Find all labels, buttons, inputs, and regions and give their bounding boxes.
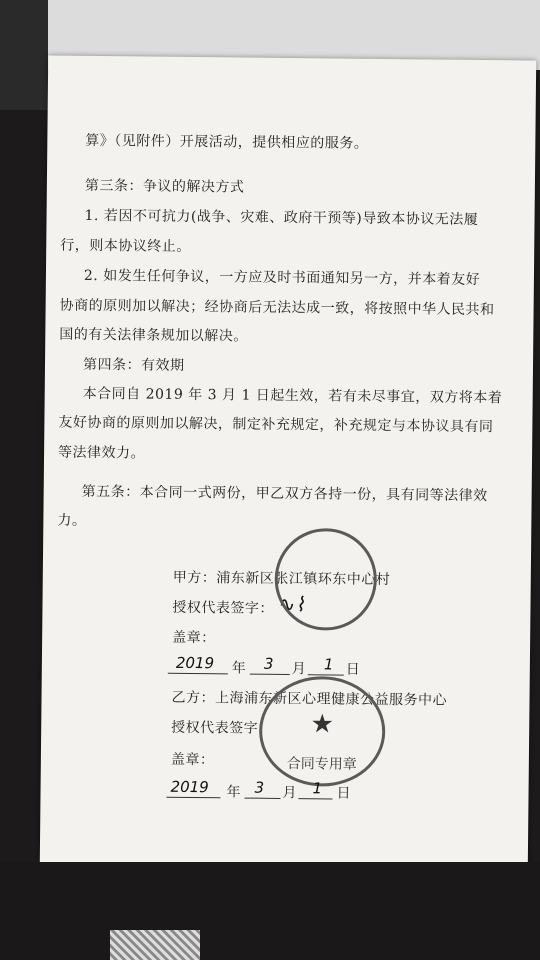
text-line: 行，则本协议终止。 [60,237,191,255]
article-4-title: 第四条：有效期 [82,356,185,374]
party-a-name: 甲方：浦东新区张江镇环东中心村 [172,569,391,589]
text-line: 本合同自 2019 年 3 月 1 日起生效，若有未尽事宜，双方将本着 [82,385,503,407]
party-a-seal-label: 盖章： [172,629,216,647]
paper-edge [110,930,200,960]
underline [168,673,228,675]
party-b-date-month: 3 [254,778,265,797]
text-line: 1. 若因不可抗力(战争、灾难、政府干预等)导致本协议无法履 [84,207,479,228]
article-3-title: 第三条：争议的解决方式 [84,177,245,196]
party-b-day-unit: 日 [336,785,352,802]
party-a-month-unit: 月 [291,661,307,678]
article-5-text: 第五条：本合同一式两份，甲乙双方各持一份，具有同等法律效 [81,483,488,505]
party-a-seal [274,528,377,631]
party-a-rep-label: 授权代表签字： [172,599,275,617]
text-line: 等法律效力。 [58,444,146,462]
party-a-date-day: 1 [323,655,334,674]
text-line: 2. 如发生任何争议，一方应及时书面通知另一方，并本着友好 [83,267,481,289]
party-b-seal-label: 盖章： [170,751,215,769]
party-a-day-unit: 日 [345,661,361,678]
party-b-date-year: 2019 [170,777,209,797]
party-a-signature: ∿⌇ [278,591,306,617]
party-b-month-unit: 月 [282,784,298,802]
party-b-seal-text: 合同专用章 [286,756,357,773]
background-corner [0,0,48,110]
document-page [40,55,536,868]
party-b-name: 乙方：上海浦东新区心理健康公益服务中心 [171,689,448,709]
text-line: 算》（见附件）开展活动，提供相应的服务。 [85,132,369,152]
seal-ring-icon [277,531,374,628]
text-line: 国的有关法律条规加以解决。 [59,326,248,345]
table-surface [0,862,540,960]
party-a-year-unit: 年 [231,660,247,677]
star-icon: ★ [310,709,335,740]
party-b-seal [259,676,386,787]
text-line: 力。 [57,512,87,529]
party-b-year-unit: 年 [226,784,242,801]
party-b-rep-label: 授权代表签字： [171,719,273,737]
underline [308,674,344,675]
underline [250,674,290,675]
underline [166,797,220,799]
text-line: 友好协商的原则加以解决，制定补充规定，补充规定与本协议具有同 [58,414,494,436]
underline [244,798,280,799]
party-a-date-month: 3 [263,654,274,673]
party-b-date-day: 1 [312,779,323,798]
text-line: 协商的原则加以解决；经协商后无法达成一致，将按照中华人民共和 [59,297,495,319]
party-a-date-year: 2019 [175,653,215,673]
